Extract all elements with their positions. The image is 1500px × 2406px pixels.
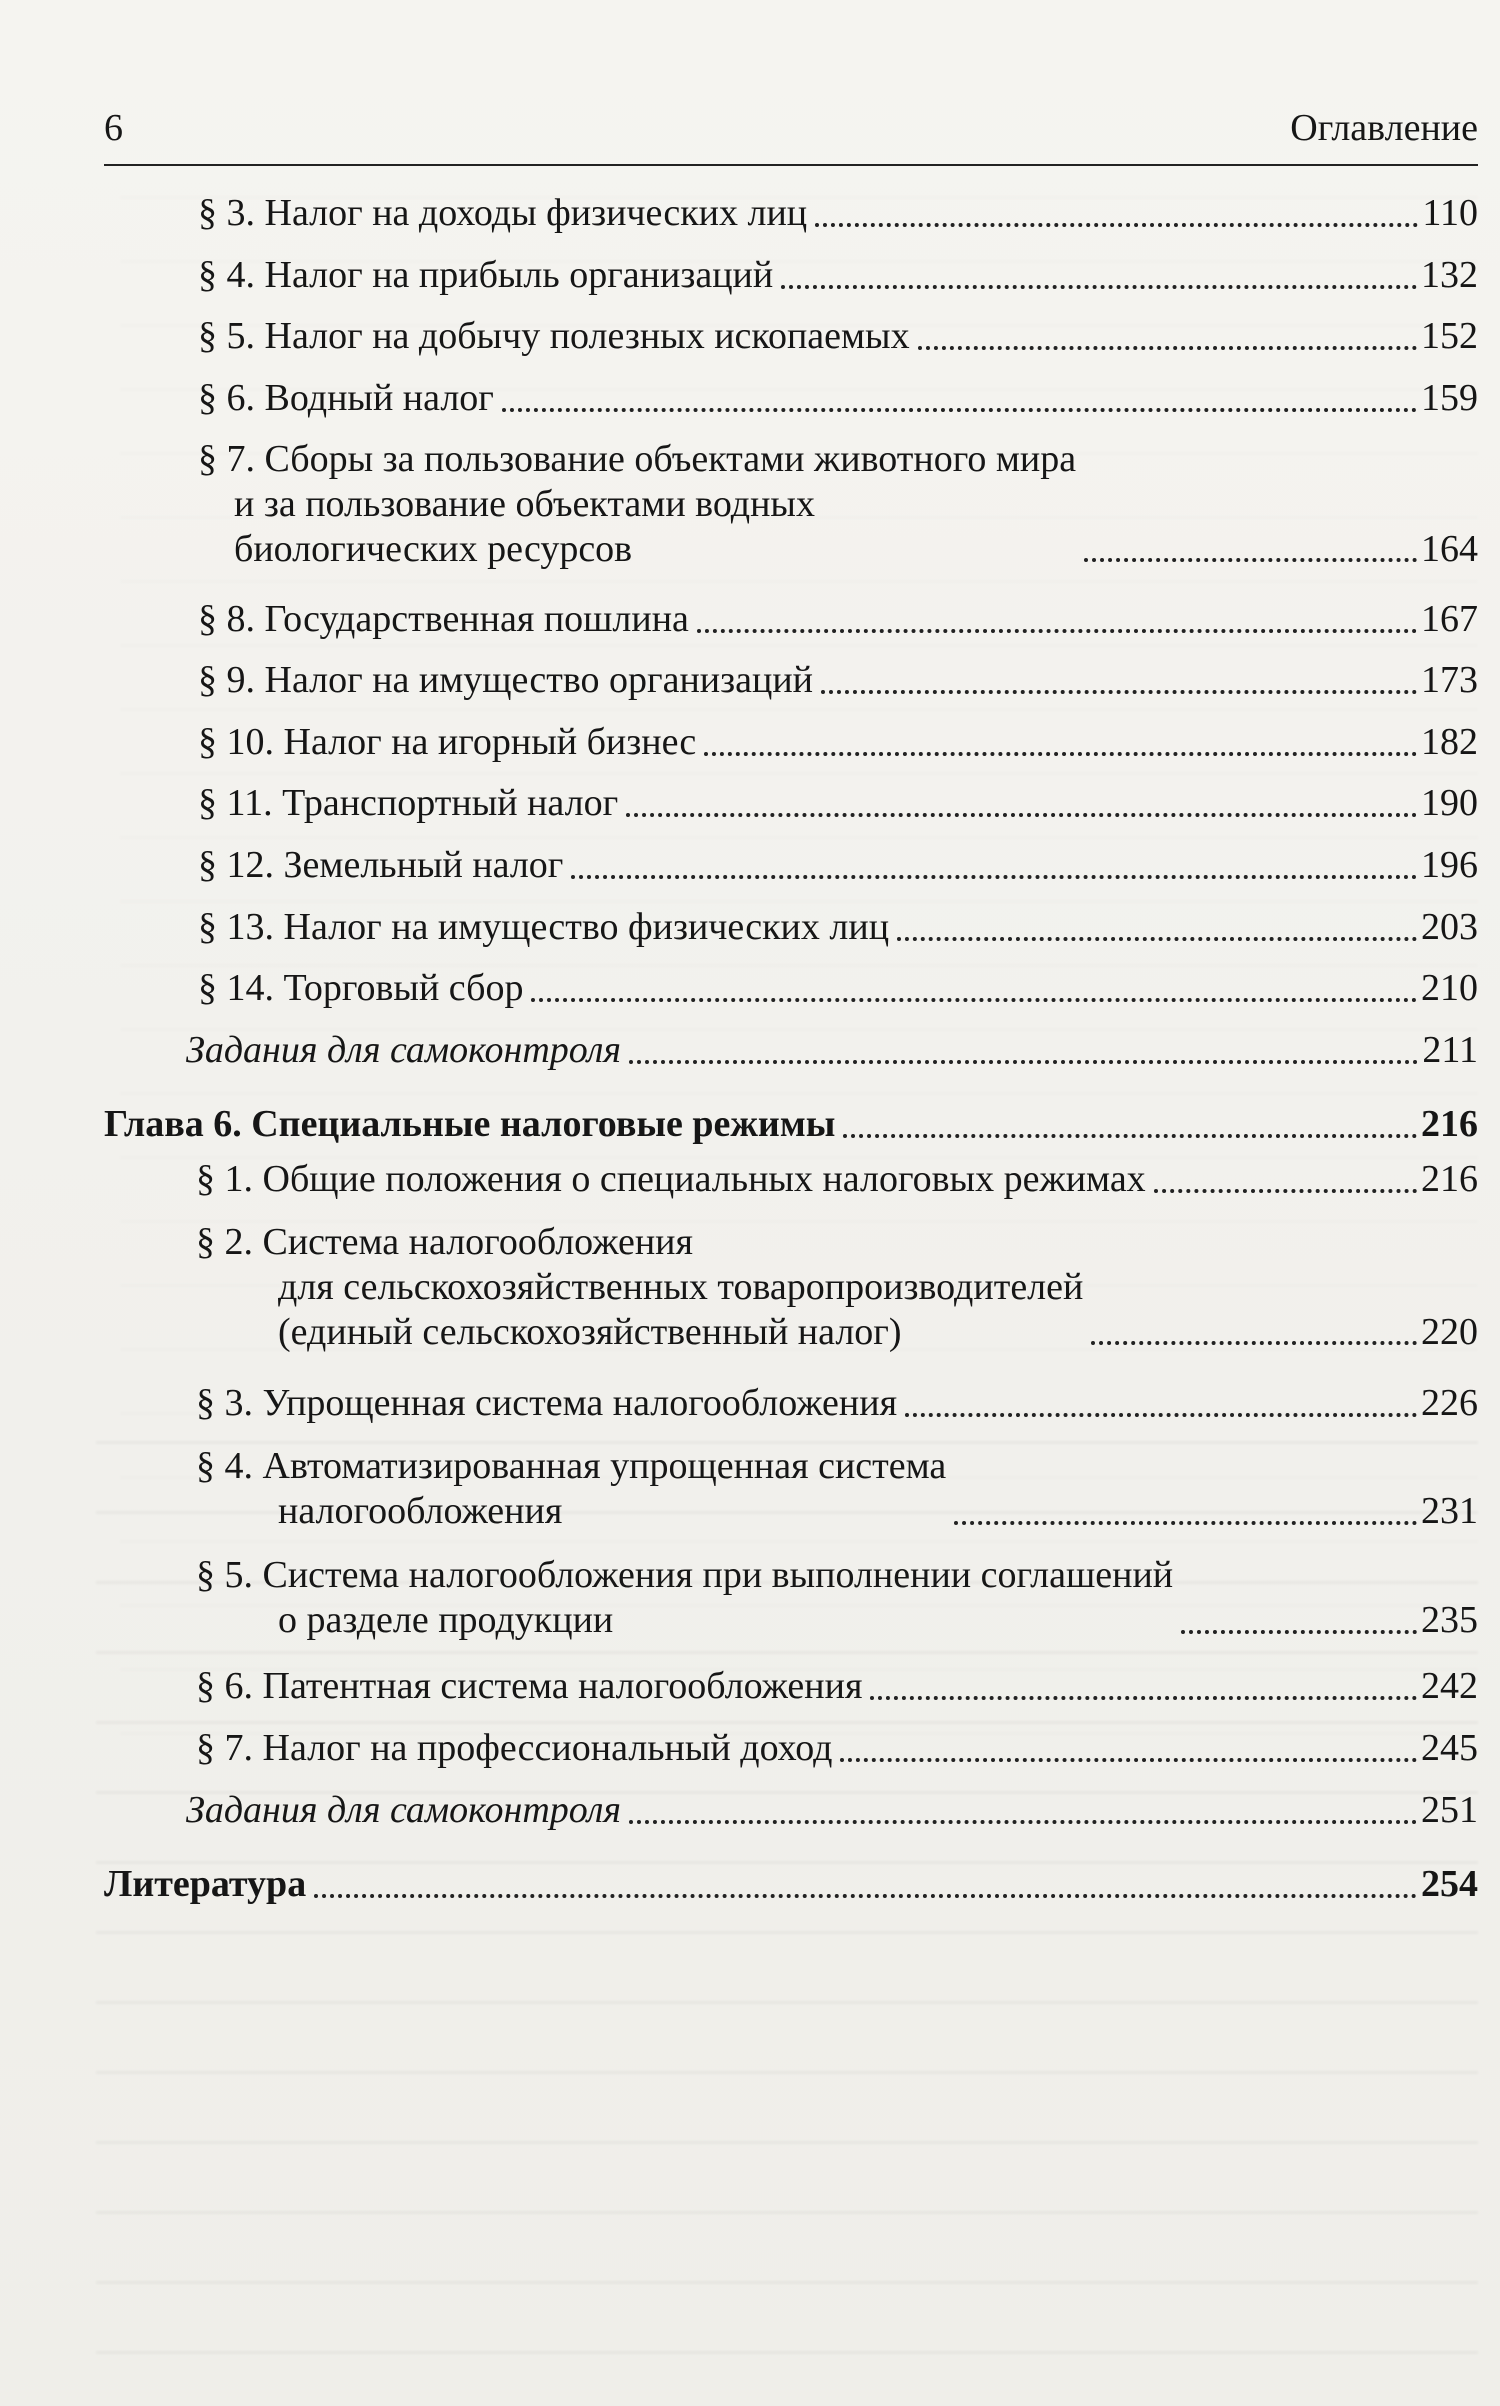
toc-page-number: 245 [1421, 1727, 1478, 1769]
toc-entry [198, 376, 1478, 421]
toc-entry-line: § 2. Система налогообложения [196, 1221, 693, 1263]
leader-dots [1084, 558, 1417, 562]
toc-entry-title [196, 1444, 946, 1534]
toc-entry [196, 1444, 1478, 1534]
toc-entry-line: § 5. Система налогообложения при выполнении соглашений [196, 1554, 1174, 1596]
leader-dots [821, 690, 1417, 694]
toc-entry [198, 191, 1478, 236]
toc-entry [198, 905, 1478, 950]
toc-page-number: 196 [1421, 844, 1478, 886]
toc-entry-line: § 5. Налог на добычу полезных ископаемых [198, 315, 910, 357]
toc-page-number: 110 [1422, 192, 1478, 234]
toc-entry-line: § 3. Упрощенная система налогообложения [196, 1382, 898, 1424]
leader-dots [840, 1758, 1417, 1762]
toc-entry-title [198, 781, 618, 826]
toc-page-number: 226 [1421, 1382, 1478, 1424]
toc-page-number: 235 [1421, 1598, 1478, 1641]
leader-dots [954, 1521, 1417, 1525]
toc-entry-title [196, 1381, 897, 1426]
toc-entry [198, 843, 1478, 888]
toc-page-number: 231 [1421, 1489, 1478, 1532]
leader-dots [531, 998, 1417, 1002]
leader-dots [815, 223, 1418, 227]
toc-entry [198, 658, 1478, 703]
toc-entry [196, 1553, 1478, 1643]
leader-dots [843, 1134, 1417, 1138]
toc-entry-line: § 6. Водный налог [198, 377, 494, 419]
toc-page-number: 251 [1421, 1789, 1478, 1831]
toc-page-number: 173 [1421, 659, 1478, 701]
leader-dots [571, 875, 1417, 879]
toc-entry [198, 314, 1478, 359]
leader-dots [781, 285, 1417, 289]
toc-entry [196, 1220, 1478, 1354]
toc-entry-line: § 13. Налог на имущество физических лиц [198, 906, 890, 948]
toc-entry-line: налогообложения [278, 1489, 563, 1532]
toc-entry-title [198, 314, 910, 359]
toc-page-number: 164 [1421, 527, 1478, 570]
toc-entry [198, 720, 1478, 765]
toc-entry-title [198, 905, 889, 950]
toc-entry-title [198, 437, 1076, 571]
leader-dots [870, 1696, 1417, 1700]
toc-page-number: 242 [1421, 1665, 1478, 1707]
toc-entry-line: Задания для самоконтроля [186, 1029, 622, 1071]
toc-entry-line: § 7. Сборы за пользование объектами животного мира [198, 438, 1077, 480]
toc-entry-line: о разделе продукции [278, 1598, 614, 1641]
toc-entry-title [186, 1028, 621, 1073]
toc-page-number: 254 [1421, 1863, 1478, 1905]
leader-dots [626, 813, 1417, 817]
toc-entry-line: § 9. Налог на имущество организаций [198, 659, 814, 701]
toc-entry-title [196, 1553, 1173, 1643]
toc-entry-line: § 10. Налог на игорный бизнес [198, 721, 697, 763]
leader-dots [897, 937, 1417, 941]
toc-entry-exercises [186, 1788, 1478, 1833]
toc-entry [198, 966, 1478, 1011]
toc-bibliography-entry [104, 1862, 1478, 1907]
toc-page-number: 211 [1422, 1029, 1478, 1071]
toc-entry-line: и за пользование объектами водных [234, 482, 815, 525]
toc-page-number: 152 [1421, 315, 1478, 357]
toc-entry-line: для сельскохозяйственных товаропроизводителей [278, 1265, 1084, 1308]
leader-dots [918, 346, 1417, 350]
toc-entry-line: § 8. Государственная пошлина [198, 598, 689, 640]
toc-entry-line: § 7. Налог на профессиональный доход [196, 1727, 833, 1769]
toc-page-number: 132 [1421, 254, 1478, 296]
toc-entry-line: § 11. Транспортный налог [198, 782, 619, 824]
toc-entry-title [198, 966, 523, 1011]
leader-dots [629, 1060, 1418, 1064]
toc-entry-line: Глава 6. Специальные налоговые режимы [104, 1103, 836, 1145]
toc-entry-title [104, 1102, 835, 1147]
toc-entry-line: (единый сельскохозяйственный налог) [278, 1310, 902, 1353]
leader-dots [1091, 1341, 1417, 1345]
toc-entry-title [186, 1788, 621, 1833]
toc-entry-line: § 3. Налог на доходы физических лиц [198, 192, 808, 234]
toc-page-number: 216 [1421, 1103, 1478, 1145]
toc-page-number: 182 [1421, 721, 1478, 763]
toc-entry [196, 1664, 1478, 1709]
leader-dots [1154, 1189, 1417, 1193]
toc-entry-title [198, 720, 696, 765]
toc-page-number: 216 [1421, 1158, 1478, 1200]
toc-entry [198, 253, 1478, 298]
toc-entry-title [196, 1157, 1146, 1202]
toc-entry-title [196, 1220, 1083, 1354]
leader-dots [905, 1413, 1417, 1417]
page-number: 6 [104, 107, 123, 149]
toc-entry [198, 781, 1478, 826]
toc-entry-line: § 4. Налог на прибыль организаций [198, 254, 774, 296]
toc-entry-title [198, 253, 773, 298]
toc-entry [198, 597, 1478, 642]
leader-dots [502, 408, 1417, 412]
toc-entry-exercises [186, 1028, 1478, 1073]
toc-entry-title [198, 376, 494, 421]
toc-entry [196, 1381, 1478, 1426]
toc-entry-line: Задания для самоконтроля [186, 1789, 622, 1831]
toc-entry-title [198, 658, 813, 703]
leader-dots [704, 752, 1417, 756]
leader-dots [1181, 1630, 1417, 1634]
toc-entry-title [104, 1862, 306, 1907]
toc-page-number: 159 [1421, 377, 1478, 419]
toc-page-number: 220 [1421, 1310, 1478, 1353]
toc-entry [198, 437, 1478, 571]
toc-page-number: 167 [1421, 598, 1478, 640]
toc-page-number: 210 [1421, 967, 1478, 1009]
toc-page-number: 190 [1421, 782, 1478, 824]
toc-entry-line: § 14. Торговый сбор [198, 967, 524, 1009]
toc-entry-line: § 12. Земельный налог [198, 844, 564, 886]
toc-entry-line: биологических ресурсов [234, 527, 633, 570]
toc-chapter-entry [104, 1102, 1478, 1147]
toc-entry-line: § 6. Патентная система налогообложения [196, 1665, 863, 1707]
toc-entry-line: § 4. Автоматизированная упрощенная система [196, 1445, 947, 1487]
toc-entry-line: Литература [104, 1863, 307, 1905]
toc-page-number: 203 [1421, 906, 1478, 948]
leader-dots [314, 1894, 1417, 1898]
toc-entry-line: § 1. Общие положения о специальных налоговых режимах [196, 1158, 1146, 1200]
running-title: Оглавление [1290, 107, 1478, 149]
toc-entry-title [198, 597, 689, 642]
leader-dots [697, 629, 1417, 633]
toc-entry-title [198, 843, 563, 888]
toc-entry-title [196, 1664, 862, 1709]
toc-entry [196, 1157, 1478, 1202]
toc-entry [196, 1726, 1478, 1771]
toc-entry-title [198, 191, 807, 236]
leader-dots [629, 1820, 1417, 1824]
toc-entry-title [196, 1726, 832, 1771]
